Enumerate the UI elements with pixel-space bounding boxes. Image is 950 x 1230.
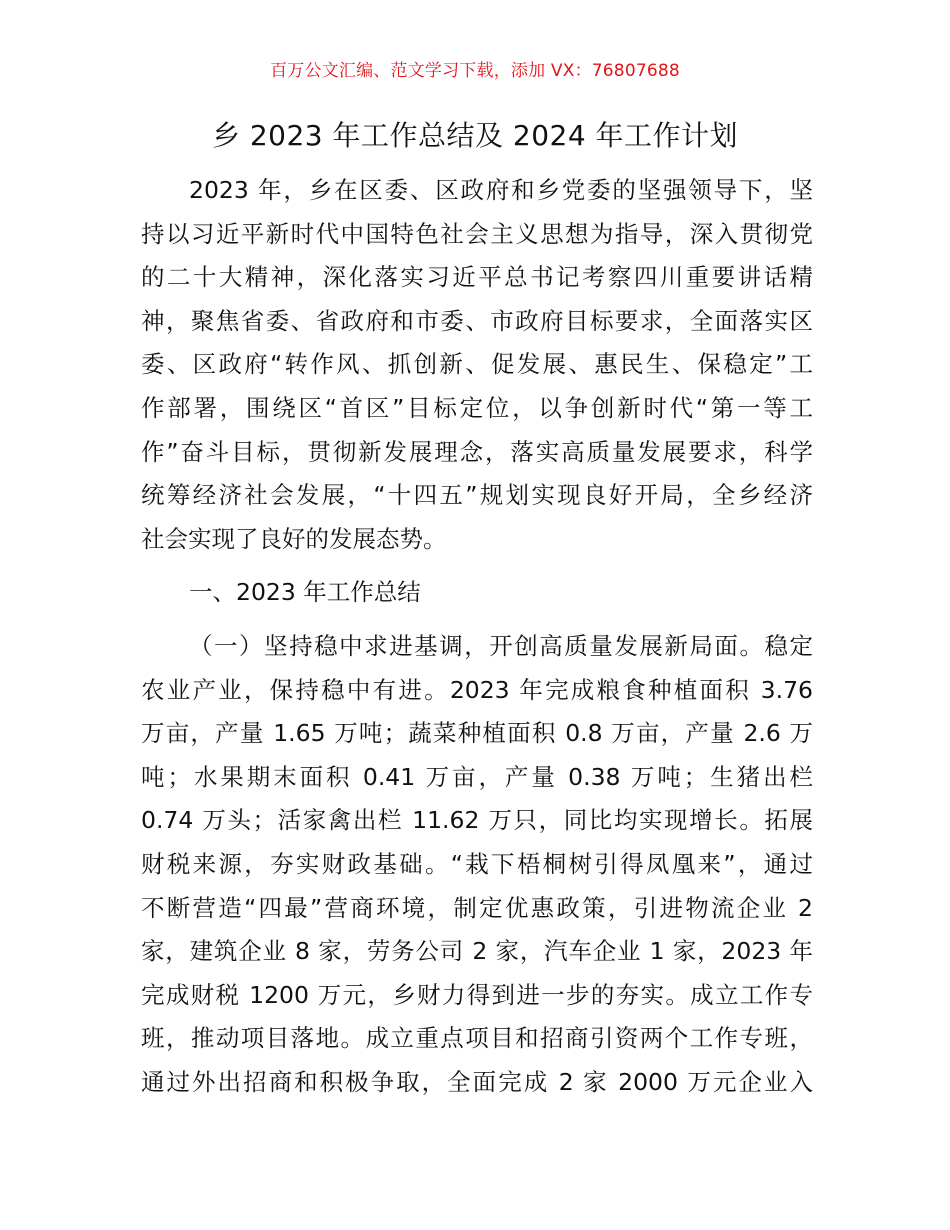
text-line: 神，聚焦省委、省政府和市委、市政府目标要求，全面落实区 [141, 306, 813, 335]
text-line: 家，建筑企业 8 家，劳务公司 2 家，汽车企业 1 家，2023 年 [141, 937, 813, 966]
text-line: 统筹经济社会发展，“十四五”规划实现良好开局，全乡经济 [141, 481, 813, 510]
text-line: 社会实现了良好的发展态势。 [141, 524, 447, 553]
text-line: 农业产业，保持稳中有进。2023 年完成粮食种植面积 3.76 [141, 675, 813, 704]
text-line: 委、区政府“转作风、抓创新、促发展、惠民生、保稳定”工 [141, 350, 813, 379]
text-line: 万亩，产量 1.65 万吨；蔬菜种植面积 0.8 万亩，产量 2.6 万 [141, 719, 813, 748]
text-line: 作部署，围绕区“首区”目标定位，以争创新时代“第一等工 [141, 393, 813, 422]
watermark-header: 百万公文汇编、范文学习下载，添加 VX：76807688 [270, 61, 680, 81]
text-line: 持以习近平新时代中国特色社会主义思想为指导，深入贯彻党 [141, 219, 813, 248]
text-line: （一）坚持稳中求进基调，开创高质量发展新局面。稳定 [189, 631, 813, 660]
document-body [141, 169, 813, 1104]
section-heading: 一、2023 年工作总结 [189, 578, 421, 607]
text-line: 完成财税 1200 万元，乡财力得到进一步的夯实。成立工作专 [141, 980, 813, 1009]
text-line: 0.74 万头；活家禽出栏 11.62 万只，同比均实现增长。拓展 [141, 806, 813, 835]
text-line: 的二十大精神，深化落实习近平总书记考察四川重要讲话精 [141, 263, 813, 292]
text-line: 通过外出招商和积极争取，全面完成 2 家 2000 万元企业入 [141, 1067, 813, 1096]
intro-paragraph [141, 169, 813, 561]
text-line: 班，推动项目落地。成立重点项目和招商引资两个工作专班， [141, 1024, 813, 1053]
text-line: 不断营造“四最”营商环境，制定优惠政策，引进物流企业 2 [141, 893, 813, 922]
text-line: 作”奋斗目标，贯彻新发展理念，落实高质量发展要求，科学 [141, 437, 813, 466]
document-title: 乡 2023 年工作总结及 2024 年工作计划 [211, 119, 739, 152]
section1-paragraph [141, 625, 813, 1105]
text-line: 吨；水果期末面积 0.41 万亩，产量 0.38 万吨；生猪出栏 [141, 762, 813, 791]
text-line: 财税来源，夯实财政基础。“栽下梧桐树引得凤凰来”，通过 [141, 849, 813, 878]
text-line: 2023 年，乡在区委、区政府和乡党委的坚强领导下，坚 [189, 176, 813, 204]
